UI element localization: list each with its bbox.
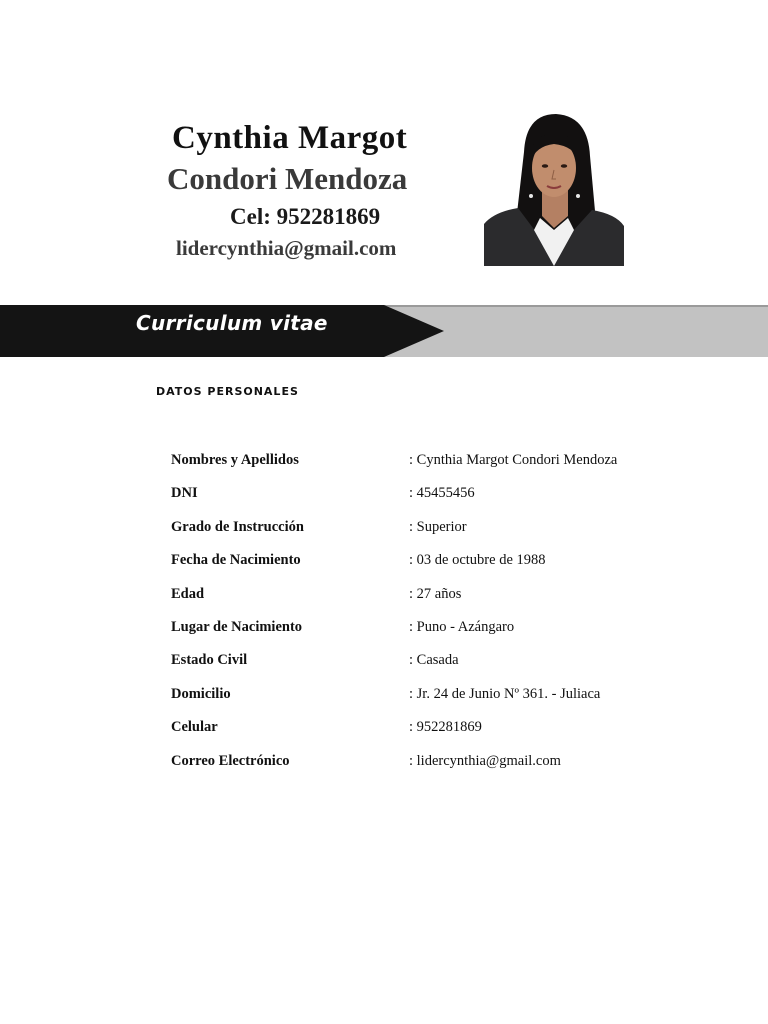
data-row (171, 619, 731, 652)
data-label: DNI (171, 485, 198, 502)
data-label: Celular (171, 719, 218, 736)
data-label: Estado Civil (171, 652, 248, 669)
header-phone: Cel: 952281869 (230, 204, 381, 229)
data-row (171, 485, 731, 518)
data-label: Domicilio (171, 685, 231, 702)
data-label: Lugar de Nacimiento (171, 618, 303, 635)
section-heading-personal-data: DATOS PERSONALES (156, 385, 299, 398)
data-row (171, 753, 731, 786)
data-row (171, 719, 731, 752)
data-value: : lidercynthia@gmail.com (409, 752, 561, 769)
cv-banner (0, 305, 768, 357)
data-row (171, 652, 731, 685)
data-row (171, 586, 731, 619)
data-value: : 27 años (409, 585, 462, 602)
data-row (171, 519, 731, 552)
data-label: Grado de Instrucción (171, 518, 304, 535)
data-value: : 952281869 (409, 719, 482, 736)
header-email: lidercynthia@gmail.com (176, 236, 397, 260)
last-name: Condori Mendoza (167, 161, 408, 196)
data-value: : 45455456 (409, 485, 475, 502)
data-label: Nombres y Apellidos (171, 452, 299, 468)
data-row (171, 686, 731, 719)
data-label: Fecha de Nacimiento (171, 552, 301, 569)
data-row (171, 452, 731, 485)
banner-title: Curriculum vitae (136, 311, 328, 335)
data-value: : 03 de octubre de 1988 (409, 552, 546, 569)
data-label: Correo Electrónico (171, 752, 290, 769)
portrait-photo (484, 112, 624, 266)
data-value: : Jr. 24 de Junio Nº 361. - Juliaca (409, 685, 601, 702)
data-value: : Cynthia Margot Condori Mendoza (409, 452, 618, 468)
first-name: Cynthia Margot (172, 120, 408, 156)
data-value: : Casada (409, 652, 459, 669)
data-value: : Superior (409, 518, 467, 535)
personal-data-table (171, 452, 731, 786)
data-value: : Puno - Azángaro (409, 618, 515, 635)
data-row (171, 552, 731, 585)
data-label: Edad (171, 585, 205, 602)
